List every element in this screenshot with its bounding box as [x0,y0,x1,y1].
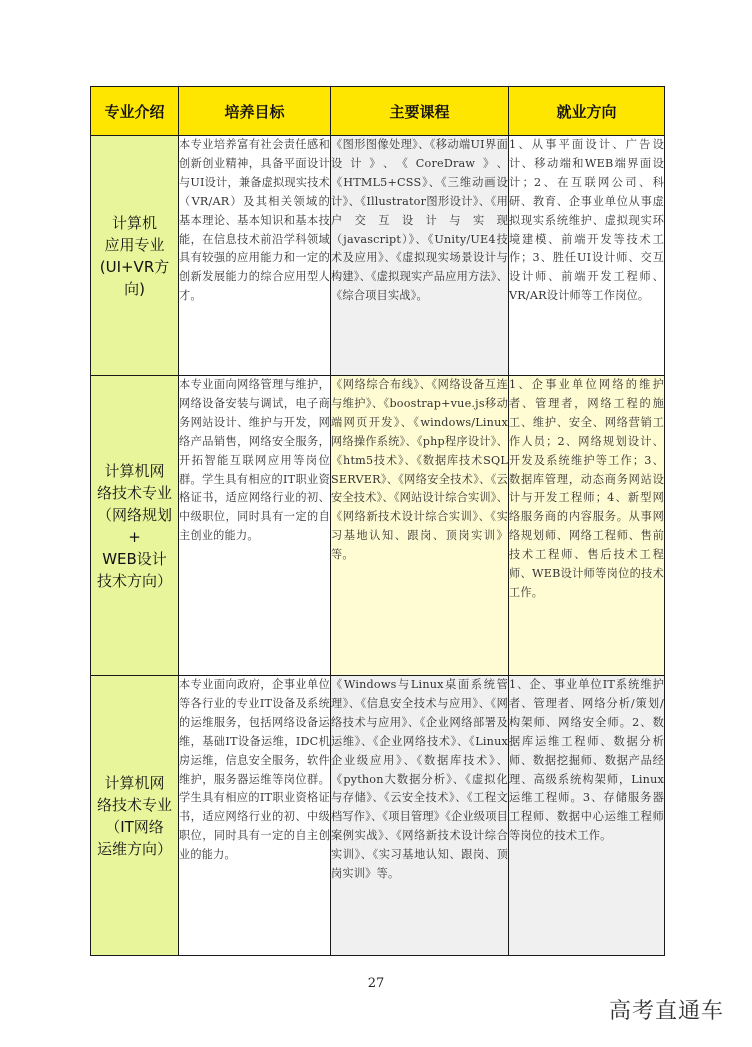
goal-cell: 本专业面向政府，企事业单位等各行业的专业IT设备及系统的运维服务，包括网络设备运维，基础IT设备运维，IDC机房运维，信息安全服务，软件维护，服务器运维等岗位群。学生具有相应的IT职业资格证书，适应网络行业的初、中级职位，同时具有一定的自主创业的能力。 [179,676,331,956]
header-goal: 培养目标 [179,87,331,136]
careers-cell: 1、企、事业单位IT系统维护者、管理者、网络分析/策划/构架师、网络安全师。2、数据库运维工程师、数据分析师、数据挖掘师、数据产品经理、高级系统构架师，Linux运维工程师。3、存储服务器工程师、数据中心运维工程师等岗位的技术工作。 [509,676,665,956]
major-name-cell [91,376,179,676]
table-row [91,136,665,376]
major-name-cell [91,676,179,956]
courses-cell: 《网络综合布线》、《网络设备互连与维护》、《boostrap+vue.js移动端网页开发》、《windows/Linux网络操作系统》、《php程序设计》、《htm5技术》、《数据库技术SQL SERVER》、《网络安全技术》、《云安全技术》、《网站设计综合实训》、《网络新技术设计综合实训》、《实习基地认知、跟岗、顶岗实训》等。 [331,376,509,676]
major-name-cell [91,136,179,376]
page-number: 27 [367,976,385,991]
major-name-line: WEB设计 [102,549,167,568]
courses-cell: 《Windows与Linux桌面系统管理》、《信息安全技术与应用》、《网络技术与应用》、《企业网络部署及运维》、《企业网络技术》、《Linux企业级应用》、《数据库技术》、《python大数据分析》、《虚拟化与存储》、《云安全技术》、《工程文档写作》、《项目管理》《企业级项目案例实战》、《网络新技术设计综合实训》、《实习基地认知、跟岗、顶岗实训》等。 [331,676,509,956]
major-name-line: + [128,527,141,546]
major-name-line: 计算机网 [104,773,165,792]
major-name-line: 计算机网 [104,461,165,480]
major-name-line: 络技术专业 [96,483,172,502]
major-name-line: (UI+VR方向) [99,257,170,298]
major-name-line: 运维方向） [96,839,172,858]
careers-cell: 1、企事业单位网络的维护者、管理者，网络工程的施工、维护、安全、网络营销工作人员；2、网络规划设计、开发及系统维护等工作；3、数据库管理，动态商务网站设计与开发工程师；4、新型网络服务商的内容服务。从事网络规划师、网络工程师、售前技术工程师、售后技术工程师、WEB设计师等岗位的技术工作。 [509,376,665,676]
table-row [91,676,665,956]
goal-cell: 本专业面向网络管理与维护，网络设备安装与调试，电子商务网站设计、维护与开发，网络产品销售，网络安全服务，开拓智能互联网应用等岗位群。学生具有相应的IT职业资格证书，适应网络行业的初、中级职位，同时具有一定的自主创业的能力。 [179,376,331,676]
major-name-line: （IT网络 [105,817,164,836]
table-row [91,376,665,676]
major-name-line: 络技术专业 [96,795,172,814]
major-name-line: （网络规划 [96,505,172,524]
watermark-text: 高考直通车 [608,999,724,1024]
major-name-line: 应用专业 [104,235,165,254]
header-careers: 就业方向 [509,87,665,136]
goal-cell: 本专业培养富有社会责任感和创新创业精神，具备平面设计与UI设计，兼备虚拟现实技术（VR/AR）及其相关领域的基本理论、基本知识和基本技能，在信息技术前沿学科领域具有较强的应用能力和一定的创新发展能力的综合应用型人才。 [179,136,331,376]
major-name-line: 计算机 [111,213,157,232]
majors-table [90,86,665,956]
courses-cell: 《图形图像处理》、《移动端UI界面设计》、《CoreDraw》、《HTML5+CSS》、《三维动画设计》、《Illustrator图形设计》、《用户交互设计与实现（javascript）》、《Unity/UE4技术及应用》、《虚拟现实场景设计与构建》、《虚拟现实产品应用方法》、《综合项目实战》。 [331,136,509,376]
header-row [91,87,665,136]
header-major: 专业介绍 [91,87,179,136]
header-courses: 主要课程 [331,87,509,136]
careers-cell: 1、从事平面设计、广告设计、移动端和WEB端界面设计；2、在互联网公司、科研、教育、企事业单位从事虚拟现实系统维护、虚拟现实环境建模、前端开发等技术工作；3、胜任UI设计师、交互设计师、前端开发工程师、VR/AR设计师等工作岗位。 [509,136,665,376]
major-name-line: 技术方向） [96,571,172,590]
